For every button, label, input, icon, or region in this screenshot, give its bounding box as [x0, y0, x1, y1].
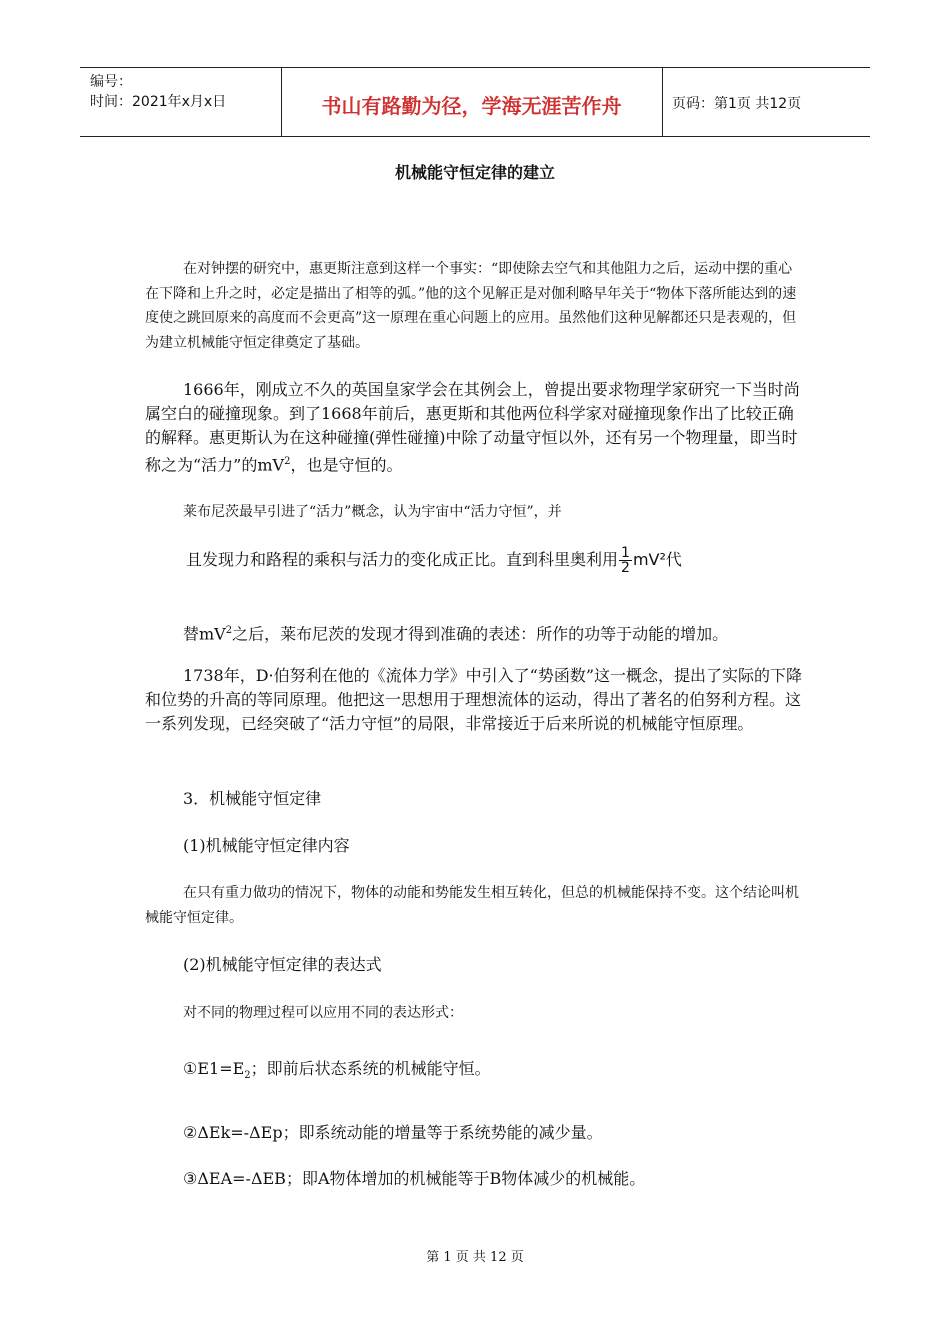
header-page-info: 页码：第1页 共12页	[672, 96, 802, 112]
paragraph-text: 之后，莱布尼茨的发现才得到准确的表述：所作的功等于动能的增加。	[232, 624, 729, 644]
paragraph-bernoulli: 1738年，D·伯努利在他的《流体力学》中引入了“势函数”这一概念，提出了实际的下降和位势的升高的等同原理。他把这一思想用于理想流体的运动，得出了著名的伯努利方程。这一系列发现，已经突破了“活力守恒”的局限，非常接近于后来所说的机械能守恒原理。	[145, 666, 802, 733]
paragraph-text: mV²代	[632, 550, 682, 569]
paragraph-work-energy	[145, 619, 805, 646]
header-meta	[90, 72, 226, 112]
paragraph-leibniz: 莱布尼茨最早引进了“活力”概念，认为宇宙中“活力守恒”，并	[183, 504, 562, 520]
document-header	[80, 67, 870, 137]
fraction-half	[619, 546, 632, 575]
header-motto: 书山有路勤为径，学海无涯苦作舟	[321, 94, 622, 118]
subheading-content: (1)机械能守恒定律内容	[183, 836, 350, 855]
paragraph-text: ，也是守恒的。	[290, 455, 403, 475]
paragraph-pendulum: 在对钟摆的研究中，惠更斯注意到这样一个事实：“即使除去空气和其他阻力之后，运动中摆的重心在下降和上升之时，必定是描出了相等的弧。”他的这个见解正是对伽利略早年关于“物体下落所能达到的速度使之跳回原来的高度而不会更高”这一原理在重心问题上的应用。虽然他们这种见解都还只是表观的，但为建立机械能守恒定律奠定了基础。	[145, 261, 797, 351]
superscript: 2	[284, 456, 291, 467]
paragraph-text: 1666年，刚成立不久的英国皇家学会在其例会上，曾提出要求物理学家研究一下当时尚属空白的碰撞现象。到了1668年前后，惠更斯和其他两位科学家对碰撞现象作出了比较正确的解释。惠更斯认为在这种碰撞(弹性碰撞)中除了动量守恒以外，还有另一个物理量，即当时称之为“活力”的mV	[145, 380, 800, 475]
subheading-expressions: (2)机械能守恒定律的表达式	[183, 955, 382, 974]
formula-3: ③ΔEA=-ΔEB；即A物体增加的机械能等于B物体减少的机械能。	[183, 1169, 646, 1188]
paragraph-coriolis	[186, 546, 826, 575]
subscript: 2	[244, 1070, 251, 1082]
paragraph-forms: 对不同的物理过程可以应用不同的表达形式：	[183, 1005, 463, 1021]
fraction-numerator: 1	[621, 545, 630, 561]
header-divider	[662, 68, 663, 136]
page-footer: 第 1 页 共 12 页	[426, 1250, 524, 1265]
section-heading-3: 3．机械能守恒定律	[183, 789, 322, 808]
superscript: 2	[225, 625, 233, 636]
formula-text: ；即前后状态系统的机械能守恒。	[250, 1059, 491, 1078]
paragraph-collision	[145, 378, 805, 477]
formula-text: ①E1=E	[183, 1059, 245, 1078]
page-title: 机械能守恒定律的建立	[394, 163, 555, 182]
paragraph-law: 在只有重力做功的情况下，物体的动能和势能发生相互转化，但总的机械能保持不变。这个结论叫机械能守恒定律。	[145, 885, 799, 926]
number-label: 编号：	[90, 74, 132, 90]
fraction-denominator: 2	[621, 560, 630, 576]
time-label: 时间：2021年x月x日	[90, 94, 227, 110]
paragraph-text: 且发现力和路程的乘积与活力的变化成正比。直到科里奥利用	[186, 550, 619, 569]
paragraph-text: 替mV	[183, 624, 226, 644]
formula-2: ②ΔEk=-ΔEp；即系统动能的增量等于系统势能的减少量。	[183, 1123, 603, 1142]
formula-1	[145, 1057, 805, 1088]
